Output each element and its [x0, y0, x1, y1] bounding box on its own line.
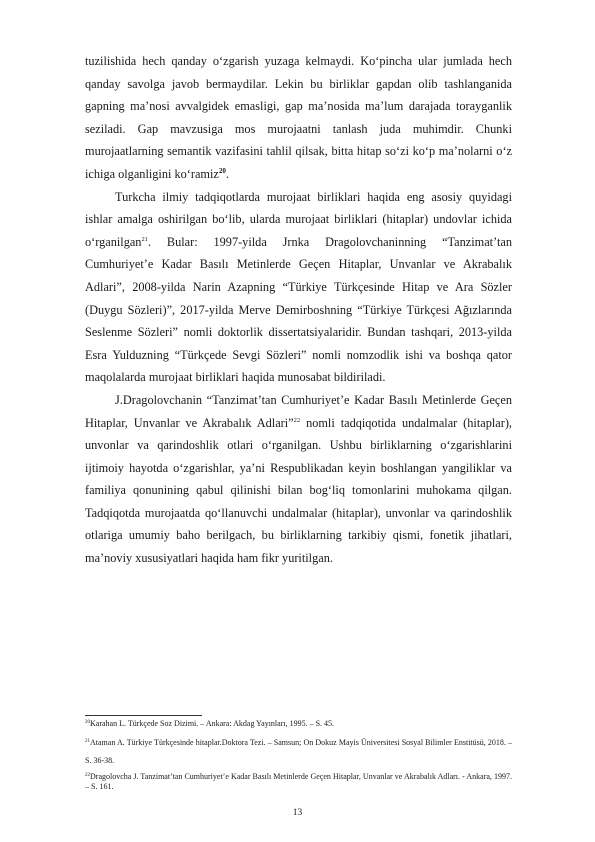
footnote-20-number: 20	[85, 720, 90, 725]
paragraph-3-text-b: nomli tadqiqotida undalmalar (hitaplar), unvonlar va qarindoshlik otlari o‘rganilgan. Ushbu birliklarning o‘zgarishlarini ijtimoiy hayotda o‘zgarishlar, ya’ni Respublikadan keyin boshlangan yangiliklar va familiya qonunining qabul qilinishi bilan bog‘liq tomonlarini muhokama qilgan. Tadqiqotda murojaatda qo‘llanuvchi undalmalar (hitaplar), unvonlar va qarindoshlik otlariga umumiy baho berilgach, bu birliklarning tarkibiy qismi, fonetik jihatlari, ma’noviy xususiyatlari haqida ham fikr yuritilgan.	[85, 415, 513, 566]
footnote-21-text: Ataman A. Türkiye Türkçesinde hitaplar.Doktora Tezi. – Samsun; On Dokuz Mayis Üniversitesi Sosyal Bilimler Enstitüsü, 2018. – S. 36-38.	[85, 737, 512, 765]
paragraph-2-text-a: Turkcha ilmiy tadqiqotlarda murojaat birliklari haqida eng asosiy quyidagi ishlar amalga oshirilgan bo‘lib, ularda murojaat birliklari (hitaplar) undovlar ichida o‘rganilgan	[85, 189, 512, 249]
body-text	[85, 50, 512, 570]
paragraph-1	[85, 50, 512, 186]
footnote-ref-20: 20	[218, 166, 226, 175]
footnote-ref-21: 21	[141, 235, 148, 243]
footnote-21-number: 21	[85, 738, 90, 744]
paragraph-3-text-a: J.Dragolovchanin “Tanzimat’tan Cumhuriyet’e Kadar Basılı Metinlerde Geçen Hitaplar, Unvanlar ve Akrabalık Adlari”	[85, 392, 512, 430]
footnote-21	[85, 734, 512, 770]
paragraph-2-text-b: . Bular: 1997-yilda Jrnka Dragolovchaninning “Tanzimat’tan Cumhuriyet’e Kadar Basılı Metinlerde Geçen Hitaplar, Unvanlar ve Akrabalık Adlari”, 2008-yilda Narin Azapning “Türkiye Türkçesinde Hitap ve Ara Sözler (Duygu Sözleri)”, 2017-yilda Merve Demirboshning “Türkiye Türkçesi Ağızlarında Seslenme Sözleri” nomli doktorlik dissertatsiyalaridir. Bundan tashqari, 2013-yilda Esra Yulduzning “Türkçede Sevgi Sözleri” nomli nomzodlik ishi va boshqa qator maqolalarda murojaat birliklari haqida munosabat bildiriladi.	[85, 234, 512, 385]
footnotes	[85, 718, 512, 797]
footnote-22-number: 22	[85, 772, 90, 778]
paragraph-2	[85, 186, 512, 389]
footnote-22	[85, 772, 512, 793]
footnote-separator	[85, 715, 202, 716]
page-number: 13	[292, 808, 303, 818]
paragraph-1-text: tuzilishida hech qanday o‘zgarish yuzaga kelmaydi. Ko‘pincha ular jumlada hech qanday savolga javob bermaydilar. Lekin bu birliklar gapdan olib tashlanganida gapning ma’nosi avvalgidek emasligi, gap ma’nosida ma’lum darajada torayganlik seziladi. Gap mavzusiga mos murojaatni tanlash juda muhimdir. Chunki murojaatlarning semantik vazifasini tahlil qilsak, bitta hitap so‘zi ko‘p ma’nolarni o‘z ichiga olganligini ko‘ramiz	[85, 54, 512, 181]
footnote-20-text: Karahan L. Türkçede Soz Dizimi. – Ankara: Akdag Yayınları, 1995. – S. 45.	[90, 719, 335, 728]
footnote-20	[85, 718, 512, 730]
footnote-ref-22: 22	[293, 416, 301, 424]
paragraph-3	[85, 389, 512, 570]
paragraph-1-end: .	[225, 166, 229, 181]
footnote-22-text: Dragolovcha J. Tanzimat’tan Cumhuriyet’e Kadar Basılı Metinlerde Geçen Hitaplar, Unvanlar ve Akrabalık Adları. - Ankara, 1997. – S. 161.	[85, 771, 512, 791]
